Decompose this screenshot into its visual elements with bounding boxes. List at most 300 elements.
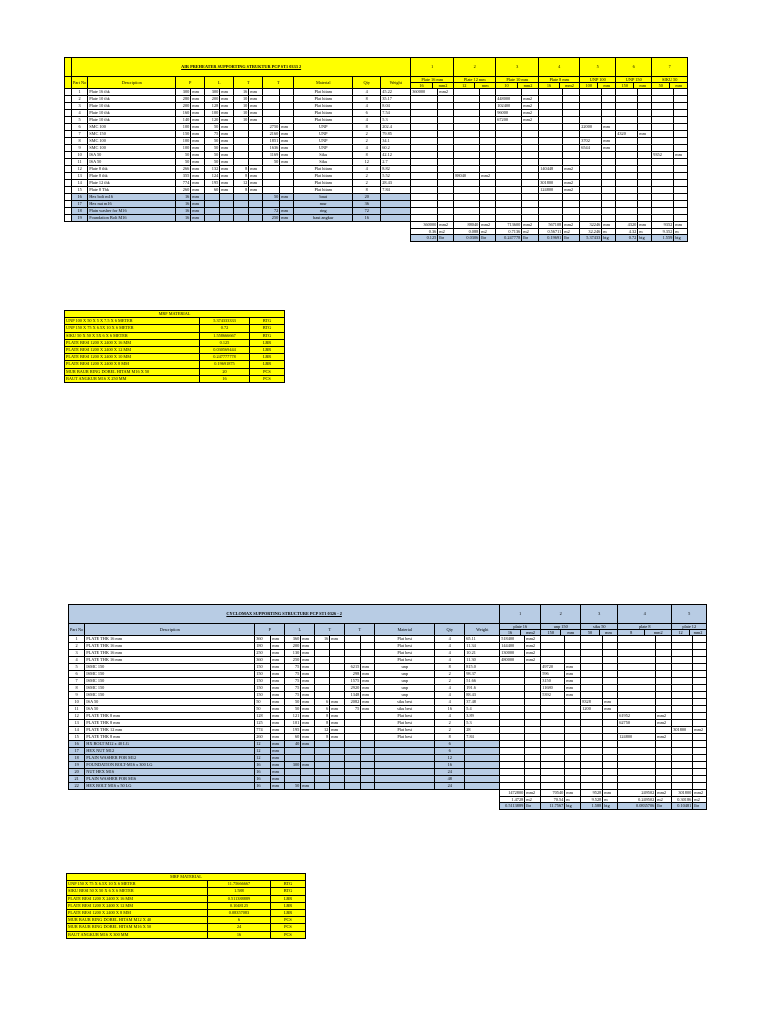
group-unit <box>602 131 616 138</box>
mrf-row <box>67 888 306 895</box>
group-header-name: SIKU 50 <box>652 77 687 83</box>
row-l: 50 <box>285 783 301 790</box>
row-t-unit <box>249 124 263 131</box>
group-value <box>500 776 525 783</box>
row-description: ISMC 150 <box>85 664 255 671</box>
row-t2-unit: mm <box>280 124 294 131</box>
row-l-unit: mm <box>220 89 234 96</box>
row-p: 16 <box>255 762 271 769</box>
row-p-unit: mm <box>191 215 205 222</box>
group-value <box>541 720 565 727</box>
group-value <box>652 145 674 152</box>
mrf-row <box>67 910 306 917</box>
row-p-unit: mm <box>271 657 285 664</box>
group-unit <box>602 159 616 166</box>
group-number: 1 <box>500 605 541 624</box>
group-value <box>672 755 693 762</box>
group-unit <box>656 706 672 713</box>
group-unit <box>525 706 541 713</box>
row-weight: 2.7 <box>381 159 411 166</box>
group-unit: mm <box>603 699 618 706</box>
total-value: 0.19691 <box>539 235 563 242</box>
group-value: 301800 <box>539 180 563 187</box>
mrf-item: PLATE BESI 1200 X 2400 X 8 MM <box>65 361 200 368</box>
header-l: L <box>285 624 315 636</box>
group-value <box>454 131 480 138</box>
group-value <box>652 138 674 145</box>
group-header-size: 150 <box>541 630 561 635</box>
group-unit <box>638 110 652 117</box>
row-l: 200 <box>205 96 220 103</box>
mrf-item: PLATE BESI 1200 X 2400 X 12 MM <box>67 902 208 909</box>
group-value <box>672 783 693 790</box>
group-header-unit: mm <box>481 83 489 88</box>
group-unit <box>693 741 707 748</box>
row-t: 8 <box>315 734 330 741</box>
row-p-unit: mm <box>271 692 285 699</box>
mrf-material-panel-1 <box>64 310 285 383</box>
row-qty: 36 <box>353 201 381 208</box>
group-value <box>541 748 565 755</box>
group-value <box>541 657 565 664</box>
table-row <box>69 727 707 734</box>
group-header <box>581 624 618 636</box>
group-value <box>652 89 674 96</box>
group-unit <box>656 755 672 762</box>
row-description: Plate 12 thk <box>88 180 176 187</box>
group-unit <box>674 131 688 138</box>
group-value <box>454 201 480 208</box>
total-unit: mm <box>674 222 688 229</box>
group-unit <box>602 208 616 215</box>
row-t2 <box>345 748 361 755</box>
group-value <box>496 187 522 194</box>
group-value <box>580 103 602 110</box>
group-header <box>580 77 616 89</box>
group-unit <box>602 180 616 187</box>
group-header <box>411 77 454 89</box>
row-p: 128 <box>255 713 271 720</box>
row-material: siku besi <box>375 706 435 713</box>
row-p: 12 <box>255 748 271 755</box>
row-weight: 42.12 <box>381 152 411 159</box>
group-unit <box>602 89 616 96</box>
group-value <box>454 103 480 110</box>
table-row <box>65 145 688 152</box>
group-value <box>580 110 602 117</box>
group-unit <box>603 664 618 671</box>
group-value <box>581 664 603 671</box>
group-unit <box>674 145 688 152</box>
row-part-no: 9 <box>72 145 88 152</box>
row-l <box>285 748 301 755</box>
row-t2-unit: mm <box>280 215 294 222</box>
group-unit <box>522 124 539 131</box>
group-unit <box>674 89 688 96</box>
group-value <box>500 727 525 734</box>
row-p: 300 <box>176 89 191 96</box>
group-unit <box>674 187 688 194</box>
row-qty: 8 <box>435 734 465 741</box>
group-unit <box>522 187 539 194</box>
group-header-unit: mm2 <box>526 630 535 635</box>
row-t2 <box>345 783 361 790</box>
table-row <box>69 748 707 755</box>
row-t: 10 <box>234 110 249 117</box>
row-t2-unit <box>361 762 375 769</box>
group-unit: mm2 <box>563 187 580 194</box>
row-l-unit: mm <box>220 152 234 159</box>
row-weight <box>381 215 411 222</box>
group-unit <box>656 699 672 706</box>
group-unit <box>563 173 580 180</box>
row-p: 360 <box>255 657 271 664</box>
group-unit <box>656 664 672 671</box>
group-value <box>581 692 603 699</box>
row-l-unit <box>301 755 315 762</box>
group-unit <box>565 699 581 706</box>
group-value <box>541 727 565 734</box>
group-value: 102400 <box>496 103 522 110</box>
group-unit <box>656 762 672 769</box>
row-t2: 1636 <box>263 145 280 152</box>
group-unit <box>638 194 652 201</box>
row-description: PLATE THK 8 mm <box>85 734 255 741</box>
group-unit <box>525 769 541 776</box>
spacer <box>65 222 411 229</box>
table-row <box>65 103 688 110</box>
group-value <box>580 208 602 215</box>
row-p-unit: mm <box>271 671 285 678</box>
group-value <box>500 762 525 769</box>
group-unit <box>603 762 618 769</box>
group-value <box>652 124 674 131</box>
group-header-unit: mm <box>675 83 683 88</box>
row-material: siku besi <box>375 699 435 706</box>
group-unit <box>525 699 541 706</box>
row-t2: 72 <box>263 208 280 215</box>
row-t-unit <box>330 643 345 650</box>
row-t-unit: mm <box>249 96 263 103</box>
group-header-size: 16 <box>411 83 433 88</box>
row-p: 180 <box>255 643 271 650</box>
group-header-name: siku 50 <box>581 624 617 630</box>
group-unit <box>602 96 616 103</box>
group-unit <box>565 741 581 748</box>
group-value <box>496 152 522 159</box>
group-unit <box>602 215 616 222</box>
group-unit <box>438 96 454 103</box>
row-description: ISMC 150 <box>85 671 255 678</box>
group-value <box>581 636 603 643</box>
group-unit <box>522 166 539 173</box>
group-value <box>618 776 656 783</box>
row-qty: 4 <box>435 636 465 643</box>
group-value <box>496 124 522 131</box>
group-header-name: plate 8 <box>618 624 671 630</box>
group-unit <box>438 201 454 208</box>
row-t2-unit <box>361 748 375 755</box>
row-description: HEX BOLT M16 x 50 LG <box>85 783 255 790</box>
group-value <box>581 643 603 650</box>
group-unit <box>638 159 652 166</box>
row-part-no: 17 <box>69 748 85 755</box>
group-number: 2 <box>541 605 581 624</box>
group-value <box>581 671 603 678</box>
row-t <box>234 152 249 159</box>
table-row <box>69 720 707 727</box>
row-qty: 2 <box>353 173 381 180</box>
row-t2 <box>263 187 280 194</box>
group-value <box>500 769 525 776</box>
row-t-unit <box>330 671 345 678</box>
row-t2-unit <box>280 166 294 173</box>
group-unit <box>525 783 541 790</box>
row-t-unit: mm <box>330 720 345 727</box>
group-unit <box>438 173 454 180</box>
row-t2-unit <box>361 636 375 643</box>
row-part-no: 3 <box>69 650 85 657</box>
group-unit <box>525 776 541 783</box>
mrf-row <box>65 375 285 382</box>
row-t2 <box>345 755 361 762</box>
row-t2-unit: mm <box>361 692 375 699</box>
mrf-item: SIKU BESI 50 X 50 X 6 X 6 METER <box>67 888 208 895</box>
blank-cell <box>65 166 72 173</box>
spacer <box>69 790 500 797</box>
row-description: Plate 16 thk <box>88 89 176 96</box>
row-l <box>285 776 301 783</box>
row-qty: 4 <box>353 145 381 152</box>
group-unit <box>638 145 652 152</box>
row-part-no: 21 <box>69 776 85 783</box>
group-value <box>454 194 480 201</box>
totals-row <box>69 796 707 803</box>
total-value: 9352 <box>652 222 674 229</box>
row-part-no: 15 <box>72 187 88 194</box>
total-unit: btg <box>638 235 652 242</box>
row-weight: 3.89 <box>465 713 500 720</box>
row-l-unit: mm <box>301 664 315 671</box>
total-unit: m2 <box>563 228 580 235</box>
group-unit <box>480 159 496 166</box>
group-unit <box>525 685 541 692</box>
group-unit <box>563 159 580 166</box>
row-description: Hex bolt m16 <box>88 194 176 201</box>
group-unit <box>693 776 707 783</box>
row-p-unit: mm <box>191 159 205 166</box>
row-t <box>234 208 249 215</box>
row-t2 <box>345 769 361 776</box>
row-t: 10 <box>234 117 249 124</box>
group-unit <box>525 664 541 671</box>
spacer <box>65 228 411 235</box>
group-unit <box>674 110 688 117</box>
row-material: unp <box>375 671 435 678</box>
row-weight: 37.48 <box>465 699 500 706</box>
row-l-unit <box>220 208 234 215</box>
row-description: PLATE THK 8 mm <box>85 713 255 720</box>
total-value: 5.37433 <box>580 235 602 242</box>
group-value <box>618 692 656 699</box>
group-value <box>652 201 674 208</box>
total-value: 0.5113889 <box>500 803 525 810</box>
row-l-unit: mm <box>301 671 315 678</box>
group-value <box>500 720 525 727</box>
group-value: 448000 <box>496 96 522 103</box>
row-description: Hex nut m16 <box>88 201 176 208</box>
group-unit <box>638 173 652 180</box>
row-t-unit <box>249 215 263 222</box>
group-unit <box>693 762 707 769</box>
row-p-unit: mm <box>271 727 285 734</box>
row-t2 <box>263 180 280 187</box>
table-row <box>65 152 688 159</box>
group-value <box>496 159 522 166</box>
total-value: 0.10481 <box>672 803 693 810</box>
total-unit: mm2 <box>563 222 580 229</box>
table-row <box>69 741 707 748</box>
group-value <box>411 215 438 222</box>
group-unit: mm2 <box>522 110 539 117</box>
totals-row <box>69 803 707 810</box>
row-qty: 4 <box>353 89 381 96</box>
row-weight: 51.66 <box>465 678 500 685</box>
row-weight: 45.22 <box>381 89 411 96</box>
group-value <box>500 741 525 748</box>
total-value: 0.088 <box>454 228 480 235</box>
row-l: 75 <box>205 131 220 138</box>
group-value <box>411 145 438 152</box>
row-description: Plate 8 thk <box>88 166 176 173</box>
row-t2-unit <box>361 776 375 783</box>
group-unit <box>602 166 616 173</box>
group-unit <box>438 187 454 194</box>
group-unit <box>656 636 672 643</box>
group-header-name: Plate 8 mm <box>539 77 579 83</box>
group-value <box>672 776 693 783</box>
table-row <box>69 657 707 664</box>
table-row <box>69 671 707 678</box>
row-part-no: 13 <box>72 173 88 180</box>
mrf-unit: LBR <box>250 347 285 354</box>
row-t2: 50 <box>263 194 280 201</box>
row-p-unit: mm <box>191 166 205 173</box>
total-value: 1.559 <box>652 235 674 242</box>
row-part-no: 18 <box>72 208 88 215</box>
group-unit: mm2 <box>522 96 539 103</box>
row-p-unit: mm <box>191 208 205 215</box>
mrf-quantity: 16 <box>200 375 250 382</box>
row-t <box>234 138 249 145</box>
total-unit: m <box>602 228 616 235</box>
group-value <box>652 131 674 138</box>
total-unit: m2 <box>525 796 541 803</box>
row-p: 150 <box>255 671 271 678</box>
row-t <box>315 783 330 790</box>
row-l: 195 <box>285 727 301 734</box>
row-p: 260 <box>255 734 271 741</box>
group-value <box>618 699 656 706</box>
row-t <box>315 755 330 762</box>
group-unit <box>693 748 707 755</box>
group-unit <box>565 748 581 755</box>
mrf-unit: BTG <box>271 888 306 895</box>
row-weight: 5.52 <box>381 173 411 180</box>
group-header-name: plate 12 <box>672 624 706 630</box>
group-header-unit: mm2 <box>523 83 533 88</box>
group-unit <box>602 110 616 117</box>
group-value <box>454 152 480 159</box>
row-weight: 7.54 <box>381 110 411 117</box>
group-header-unit: mm2 <box>653 630 663 635</box>
group-header-name: UNP 150 <box>616 77 651 83</box>
group-value <box>618 678 656 685</box>
group-value <box>672 692 693 699</box>
group-unit <box>638 124 652 131</box>
row-t2-unit <box>361 657 375 664</box>
group-unit <box>563 201 580 208</box>
total-unit: mm2 <box>522 222 539 229</box>
row-weight <box>465 769 500 776</box>
group-unit <box>693 685 707 692</box>
group-unit <box>656 650 672 657</box>
row-p-unit: mm <box>271 741 285 748</box>
row-t <box>315 769 330 776</box>
group-value: 4320 <box>616 131 638 138</box>
row-p: 12 <box>255 741 271 748</box>
total-unit: m <box>603 796 618 803</box>
total-unit: lbr <box>693 803 707 810</box>
table-row <box>65 180 688 187</box>
row-t: 8 <box>234 187 249 194</box>
row-material <box>375 741 435 748</box>
header-row <box>69 624 707 636</box>
table-row <box>65 201 688 208</box>
row-t2: 1851 <box>263 138 280 145</box>
row-t2-unit <box>361 734 375 741</box>
row-qty: 24 <box>435 769 465 776</box>
row-l-unit: mm <box>301 692 315 699</box>
group-unit <box>565 762 581 769</box>
row-t2: 2750 <box>263 124 280 131</box>
total-unit: m <box>674 228 688 235</box>
row-material: Plat besi <box>375 650 435 657</box>
group-value <box>672 678 693 685</box>
group-unit <box>438 145 454 152</box>
row-qty: 4 <box>353 103 381 110</box>
group-value <box>500 713 525 720</box>
row-t-unit <box>249 131 263 138</box>
group-unit <box>480 194 496 201</box>
group-value <box>616 103 638 110</box>
group-value <box>652 208 674 215</box>
row-t2-unit <box>280 110 294 117</box>
air-preheater-table <box>64 57 688 242</box>
row-qty: 4 <box>435 657 465 664</box>
row-part-no: 22 <box>69 783 85 790</box>
row-material: UNP <box>294 131 353 138</box>
row-part-no: 18 <box>69 755 85 762</box>
group-value <box>618 706 656 713</box>
row-qty: 6 <box>353 110 381 117</box>
total-value: 301800 <box>672 790 693 797</box>
row-p-unit: mm <box>191 117 205 124</box>
total-value: 0.0835706 <box>618 803 656 810</box>
group-unit <box>693 769 707 776</box>
row-t2 <box>345 776 361 783</box>
row-t2: 250 <box>263 215 280 222</box>
